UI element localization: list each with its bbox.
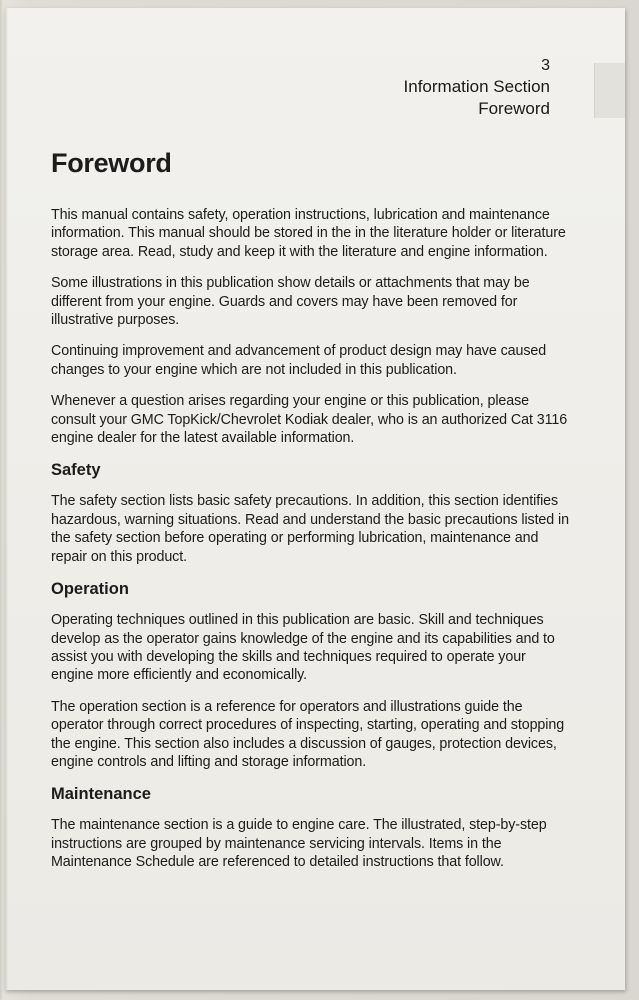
section-tab-edge	[594, 63, 625, 118]
maintenance-heading: Maintenance	[51, 785, 151, 804]
safety-paragraph: The safety section lists basic safety precautions. In addition, this section identifies hazardous, warning situations. Read and understand the basic precautions listed in the safety section before operating or performing lubrication, maintenance and repair on this product.	[51, 493, 569, 565]
intro-paragraph: Whenever a question arises regarding your engine or this publication, please consult your GMC TopKick/Chevrolet Kodiak dealer, who is an authorized Cat 3116 engine dealer for the latest available information.	[51, 393, 568, 447]
header-subsection: Foreword	[478, 99, 550, 118]
operation-paragraph: Operating techniques outlined in this publication are basic. Skill and techniques develop as the operator gains knowledge of the engine and its capabilities and to assist you with developing the skills and techniques required to operate your engine more efficiently and economically.	[51, 612, 555, 684]
page-number: 3	[541, 57, 550, 74]
maintenance-paragraph: The maintenance section is a guide to engine care. The illustrated, step-by-step instructions are grouped by maintenance servicing intervals. Items in the Maintenance Schedule are referenced to detailed instructions that follow.	[51, 817, 547, 871]
header-section: Information Section	[403, 77, 550, 96]
page-title: Foreword	[51, 148, 172, 178]
operation-heading: Operation	[51, 580, 129, 599]
safety-heading: Safety	[51, 461, 101, 480]
page-header	[404, 56, 550, 120]
intro-paragraph: Some illustrations in this publication show details or attachments that may be different from your engine. Guards and covers may have been removed for illustrative purposes.	[51, 275, 530, 329]
intro-paragraph: This manual contains safety, operation instructions, lubrication and maintenance information. This manual should be stored in the in the literature holder or literature storage area. Read, study and keep it with the literature and engine information.	[51, 207, 566, 260]
intro-paragraph: Continuing improvement and advancement of product design may have caused changes to your engine which are not included in this publication.	[51, 343, 547, 378]
page-content	[51, 146, 571, 885]
manual-page	[5, 8, 625, 990]
operation-paragraph: The operation section is a reference for operators and illustrations guide the operator through correct procedures of inspecting, starting, operating and stopping the engine. This section also includes a discussion of gauges, protection devices, engine controls and lifting and storage information.	[51, 698, 565, 770]
